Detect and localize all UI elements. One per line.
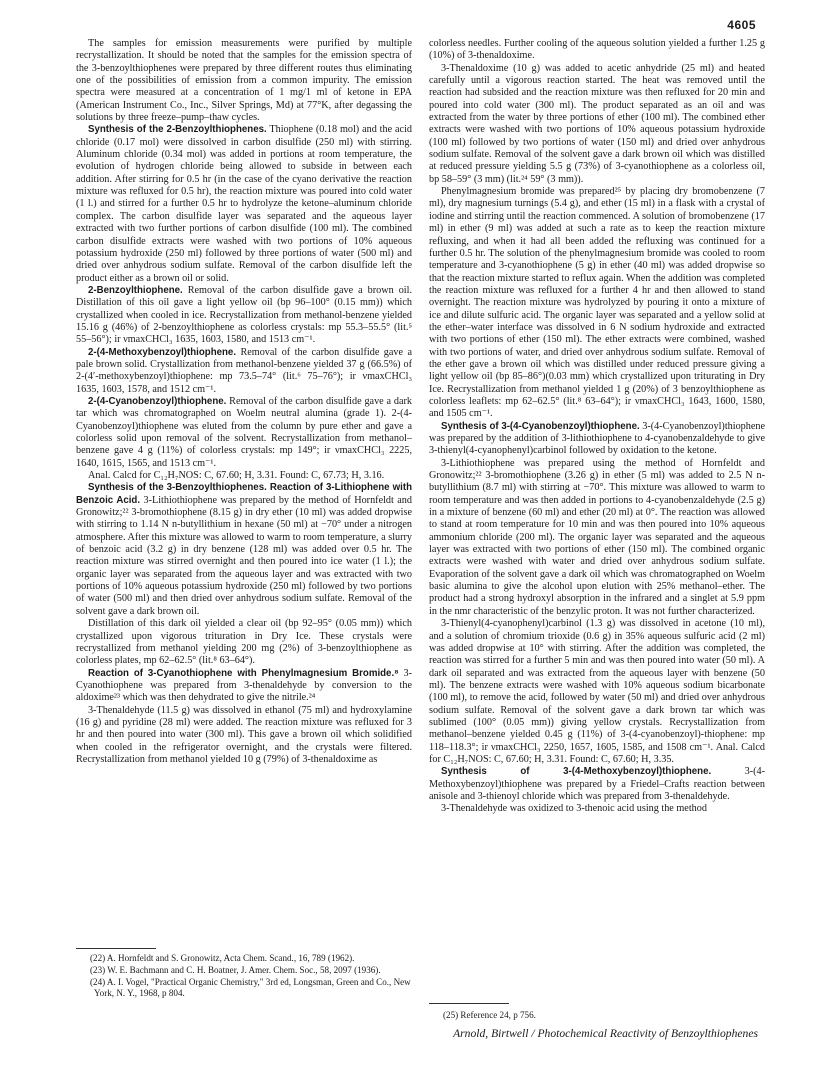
paragraph-body: 3-Thenaldehyde was oxidized to 3-thenoic acid using the method xyxy=(441,803,707,815)
paragraph xyxy=(76,38,412,124)
paragraph-body: colorless needles. Further cooling of the aqueous solution yielded a further 1.25 g (10%) of 3-thenaldoxime. xyxy=(429,38,765,62)
paragraph-body: Distillation of this dark oil yielded a clear oil (bp 92–95° (0.05 mm)) which crystallized upon vigorous trituration in Dry Ice. These crystals were recrystallized from methanol yielding 200 mg (2%) of 3-benzoylthiophene as colorless plates, mp 62–62.5° (lit.⁸ 63–64°). xyxy=(76,618,412,667)
right-column xyxy=(429,38,765,816)
paragraph-body: The samples for emission measurements were purified by multiple recrystallization. It should be noted that the samples for the emission spectra of the 3-benzoylthiophenes were prepared by three different routes thus eliminating one of the possibilities of emission from a common impurity. The emission spectra were measured at a concentration of 1 mg/1 ml of ketone in EPA (American Instrument Co., Inc., Silver Springs, Md) at 77°K, after degassing the solutions by three freeze–pump–thaw cycles. xyxy=(76,38,412,124)
paragraph-body: 3-Thienyl(4-cyanophenyl)carbinol (1.3 g) was dissolved in acetone (10 ml), and a solution of chromium trioxide (0.6 g) in 35% aqueous sulfuric acid (2 ml) was added dropwise at 10° with stirring. After the addition was completed, the reaction was stirred for a further 5 min and was then poured into water (50 ml). A dark oil separated and was extracted from the aqueous layer with benzene (50 ml). The benzene extracts were washed with 10% aqueous sodium bicarbonate (100 ml), to remove the acid, followed by water (50 ml) and dried over anhydrous sodium sulfate. Removal of the solvent gave a dark brown tar which was sublimed (100° (0.05 mm)) giving yellow crystals. Recrystallization from methanol–benzene yielded 0.45 g (11%) of 3-(4-cyanobenzoyl)-thiophene: mp 118–118.3°; ir νmaxCHCl₃ 2250, 1657, 1605, 1585, and 1508 cm⁻¹. Anal. Calcd for C₁₂H₇NOS: C, 67.60; H, 3.31. Found: C, 67.60; H, 3.35. xyxy=(429,618,765,765)
paragraph xyxy=(76,618,412,667)
section-heading: Reaction of 3-Cyanothiophene with Phenylmagnesium Bromide.⁸ xyxy=(88,667,399,679)
paragraph xyxy=(76,347,412,396)
paragraph xyxy=(429,766,765,803)
paragraph-body: 3-Lithiothiophene was prepared using the method of Hornfeldt and Gronowitz;²² 3-bromothiophene (3.26 g) in ether (5 ml) was added to 2.5 N n-butyllithium (8.7 ml) with stirring at −70°. This mixture was allowed to warm to room temperature and was then added in portions to 4-cyanobenzaldehyde (2.5 g) in a mixture of benzene (60 ml) and ether (20 ml) at 0°. The reaction was allowed to stand at room temperature for 10 min and was then poured into 10% aqueous ammonium chloride (200 ml). The organic layer was separated and the aqueous layer was extracted with two portions of ether (150 ml). The combined organic extracts were washed with water and dried over anhydrous sodium sulfate. Evaporation of the solvent gave a dark oil which was chromatographed on Woelm basic alumina to give the alcohol upon elution with 25% methanol–ether. The product had a strong hydroxyl absorption in the infrared and a singlet at 5.9 ppm in the nmr characteristic of the benzylic proton. It was not further characterized. xyxy=(429,457,765,617)
paragraph xyxy=(429,458,765,618)
running-footer: Arnold, Birtwell / Photochemical Reactivity of Benzoylthiophenes xyxy=(453,1027,758,1040)
left-references xyxy=(76,953,412,1000)
section-heading: Synthesis of 3-(4-Cyanobenzoyl)thiophene. xyxy=(441,420,640,432)
paragraph-body: 3-Thenaldehyde (11.5 g) was dissolved in ethanol (75 ml) and hydroxylamine (16 g) and pyridine (28 ml) were added. The reaction mixture was refluxed for 3 hr and then poured into water (300 ml). This gave a brown oil which solidified when cooled in the refrigerator overnight, and the crystals were filtered. Recrystallization from methanol yielded 10 g (79%) of 3-thenaldoxime as xyxy=(76,704,412,765)
section-heading: Synthesis of the 2-Benzoylthiophenes. xyxy=(88,124,267,136)
right-references xyxy=(429,1010,765,1022)
reference-item: (25) Reference 24, p 756. xyxy=(443,1010,536,1020)
section-heading: 2-Benzoylthiophene. xyxy=(88,284,183,296)
paragraph xyxy=(76,668,412,705)
paragraph xyxy=(76,482,412,618)
paragraph-body: Removal of the carbon disulfide gave a pale brown solid. Crystallization from methanol-benzene yielded 37 g (66.5%) of 2-(4′-methoxybenzoyl)thiophene: mp 73.5–74° (lit.⁶ 75–76°); ir νmaxCHCl₃ 1635, 1603, 1578, and 1512 cm⁻¹. xyxy=(76,346,412,395)
section-heading: 2-(4-Methoxybenzoyl)thiophene. xyxy=(88,346,237,358)
paragraph-body: 3-(4-Cyanobenzoyl)thiophene was prepared by the addition of 3-lithiothiophene to 4-cyanobenzaldehyde to give 3-thienyl(4-cyanophenyl)carbinol followed by oxidation to the ketone. xyxy=(429,420,765,457)
paragraph-body: 3-Lithiothiophene was prepared by the method of Hornfeldt and Gronowitz;²² 3-bromothiophene (8.15 g) in dry ether (10 ml) was added dropwise with stirring to 1.14 N n-butyllithium in hexane (50 ml) at −70° under a nitrogen atmosphere. After this mixture was allowed to warm to room temperature, a slurry of benzoic acid (3.2 g) in dry benzene (128 ml) was added over 0.5 hr. The reaction mixture was stirred overnight and then poured into ice water (1 l.); the organic layer was separated from the aqueous layer and was extracted with two portions of 10% aqueous potassium hydroxide (250 ml) followed by two portions of water (500 ml) and then dried over anhydrous sodium sulfate. Removal of the solvent gave a dark brown oil. xyxy=(76,494,412,617)
footnote-divider xyxy=(76,948,156,949)
paragraph xyxy=(76,470,412,482)
paragraph xyxy=(429,803,765,815)
paragraph xyxy=(429,38,765,63)
section-heading: Synthesis of the 3-Benzoylthiophenes. Reaction of 3-Lithiophene with Benzoic Acid. xyxy=(76,482,412,506)
paragraph xyxy=(429,618,765,766)
paragraph xyxy=(429,63,765,186)
footnote-divider xyxy=(429,1003,509,1004)
page-number: 4605 xyxy=(727,18,756,32)
paragraph-body: Removal of the carbon disulfide gave a brown oil. Distillation of this oil gave a light yellow oil (bp 96–100° (0.15 mm)) which crystallized when cooled in ice. Recrystallization from methanol-benzene yielded 15.16 g (46%) of 2-benzoylthiophene as colorless crystals: mp 55.3–55.5° (lit.⁵ 55–56°); ir νmaxCHCl₃ 1635, 1603, 1580, and 1513 cm⁻¹. xyxy=(76,284,412,346)
paragraph xyxy=(76,705,412,767)
reference-item: (24) A. I. Vogel, "Practical Organic Chemistry," 3rd ed, Longsman, Green and Co., New York, N. Y., 1968, p 804. xyxy=(90,977,411,998)
paragraph-body: 3-Thenaldoxime (10 g) was added to acetic anhydride (25 ml) and heated carefully until a vigorous reaction started. The heat was removed until the reaction had subsided and the reaction mixture was then refluxed for 20 min and poured into cold water (300 ml). The product separated as an oil and was extracted from the water by three portions of ether (100 ml). The combined ether extracts were washed with two portions of 10% aqueous potassium hydroxide (100 ml) followed by two portions of water (150 ml) and dried over anhydrous sodium sulfate. Removal of the solvent gave a dark brown oil which was distilled at reduced pressure yielding 5.5 g (73%) of 3-cyanothiophene as a colorless oil, bp 58–59° (3 mm) (lit.²⁴ 59° (3 mm)). xyxy=(429,62,765,185)
paragraph xyxy=(76,124,412,284)
left-column xyxy=(76,38,412,766)
reference-item: (22) A. Hornfeldt and S. Gronowitz, Acta Chem. Scand., 16, 789 (1962). xyxy=(90,953,355,963)
section-heading: Synthesis of 3-(4-Methoxybenzoyl)thiophene. xyxy=(441,766,712,778)
paragraph-body: 3-Cyanothiophene was prepared from 3-thenaldehyde by conversion to the aldoxime²³ which was then dehydrated to give the nitrile.²⁴ xyxy=(76,667,412,704)
section-heading: 2-(4-Cyanobenzoyl)thiophene. xyxy=(88,395,227,407)
reference-item: (23) W. E. Bachmann and C. H. Boatner, J. Amer. Chem. Soc., 58, 2097 (1936). xyxy=(90,965,381,975)
paragraph xyxy=(76,285,412,347)
paragraph-body: Removal of the carbon disulfide gave a dark tar which was chromatographed on Woelm neutral alumina (grade 1). 2-(4-Cyanobenzoyl)thiophene was eluted from the column by pure ether and gave a colorless solid upon removal of the solvent. Recrystallization from methanol–benzene gave 4 g (11%) of colorless crystals: mp 149°; ir νmaxCHCl₃ 2225, 1640, 1615, 1565, and 1513 cm⁻¹. xyxy=(76,395,412,469)
paragraph xyxy=(429,421,765,458)
paragraph xyxy=(429,186,765,421)
paragraph-body: Phenylmagnesium bromide was prepared²⁵ by placing dry bromobenzene (7 ml), dry magnesium turnings (5.4 g), and ether (15 ml) in a flask with a crystal of iodine and stirring until the reaction commenced. A solution of bromobenzene (17 ml) in ether (9 ml) was added at such a rate as to keep the reaction mixture refluxing, and when it had all been added the refluxing was continued for a further 0.5 hr. The solution of the phenylmagnesium bromide was cooled to room temperature and 3-cyanothiophene (5 g) in ether (40 ml) was added dropwise so that the reaction mixture started to reflux again. When the addition was completed the reaction mixture was refluxed for a further 4 hr and then allowed to stand overnight. The reaction mixture was hydrolyzed by pouring it onto a mixture of ice and dilute sulfuric acid. The organic layer was separated and a yellow solid at the ether–water interface was dissolved in 6 N sodium hydroxide and extracted with two portions of ether (150 ml). The ether extracts were combined, washed with two portions of water, and dried over anhydrous sodium sulfate. Removal of the ether gave a brown oil which was distilled under reduced pressure giving a light yellow oil (bp 85–86°)(0.03 mm) which crystallized upon triturating in Dry Ice. Recrystallization from methanol yielded 1 g (20%) of 3 benzoylthiophene as colorless leaflets: mp 62–62.5° (lit.⁸ 63–64°); ir νmaxCHCl₃ 1643, 1600, 1580, and 1505 cm⁻¹. xyxy=(429,186,765,420)
paragraph-body: 3-(4-Methoxybenzoyl)thiophene was prepared by a Friedel–Crafts reaction between anisole and 3-thienoyl chloride which was prepared from 3-thenaldehyde. xyxy=(429,766,765,802)
paragraph xyxy=(76,396,412,470)
paragraph-body: Anal. Calcd for C₁₂H₇NOS: C, 67.60; H, 3.31. Found: C, 67.73; H, 3.16. xyxy=(88,470,385,482)
paragraph-body: Thiophene (0.18 mol) and the acid chloride (0.17 mol) were dissolved in carbon disulfide (250 ml) with stirring. Aluminum chloride (0.34 mol) was added in portions at room temperature, the evolution of hydrogen chloride being allowed to subside in between each addition. After stirring for 0.5 hr (in the case of the cyano derivative the reaction mixture was refluxed for 0.5 hr), the reaction mixture was poured into cold water (1 l.) and stirred for a further 0.5 hr to hydrolyze the ketone–aluminum chloride complex. The carbon disulfide layer was separated and the aqueous layer extracted with two further portions of carbon disulfide (100 ml). The combined carbon disulfide extracts were washed with two portions of 10% aqueous potassium hydroxide (250 ml) followed by three portions of water (500 ml) and dried over anhydrous sodium sulfate. Removal of the carbon disulfide left the product either as a brown oil or solid. xyxy=(76,124,412,284)
